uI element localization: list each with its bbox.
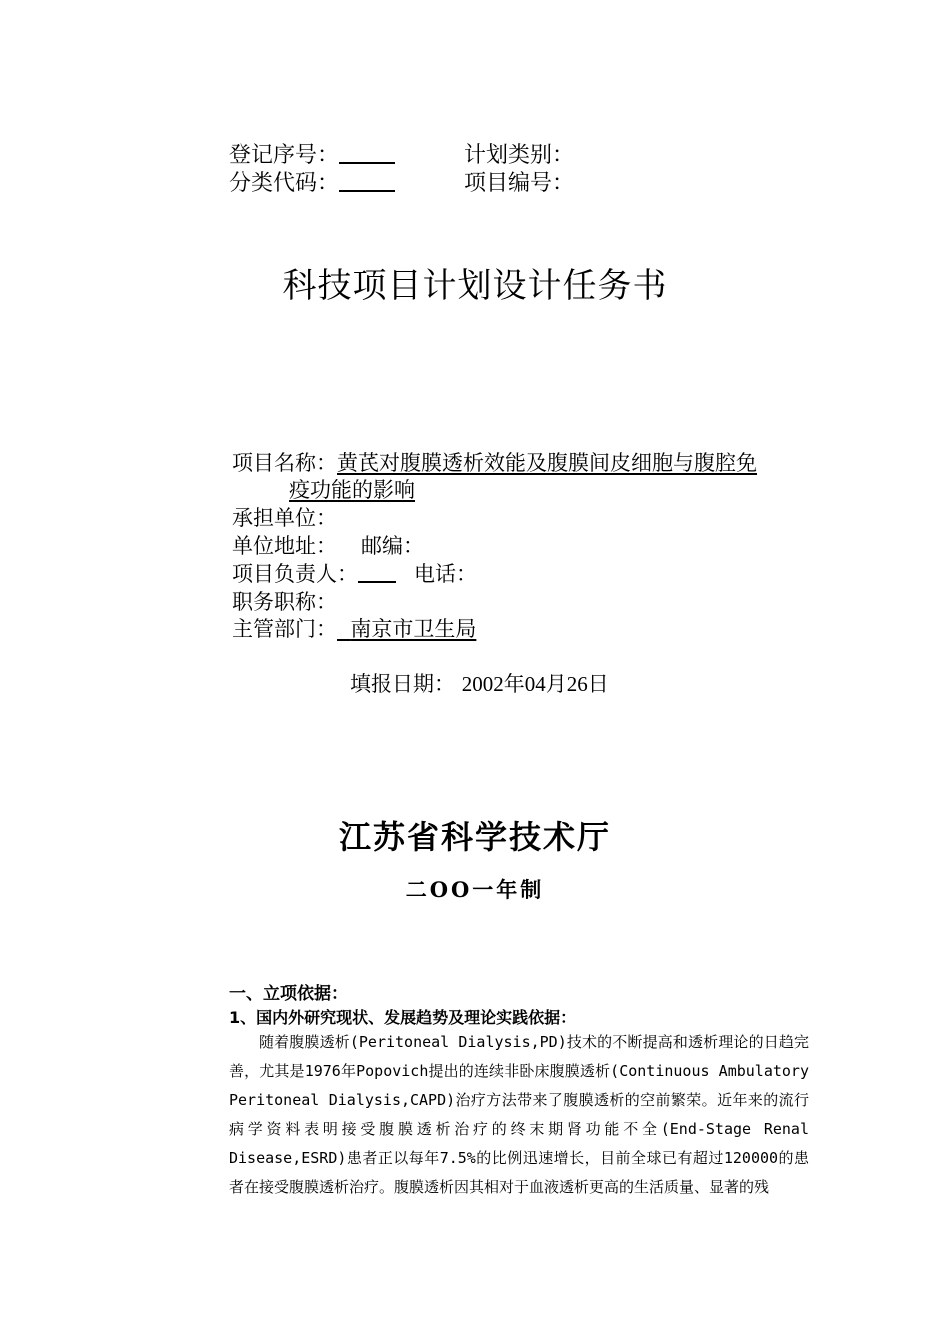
dept-row — [232, 615, 476, 643]
fill-date-year: 2002 — [461, 672, 504, 696]
organization-name: 江苏省科学技术厅 — [338, 818, 611, 856]
fill-date: 填报日期： 2002年04月26日 — [350, 672, 609, 696]
document-title: 科技项目计划设计任务书 — [282, 266, 668, 306]
class-code-blank — [339, 170, 395, 192]
project-name-row — [232, 449, 757, 477]
section-heading: 一、立项依据： — [229, 984, 348, 1004]
project-leader-label: 项目负责人： — [232, 562, 358, 586]
dept-label: 主管部门： — [232, 617, 337, 641]
unit-address-label: 单位地址： — [232, 534, 337, 558]
plan-type-field — [464, 142, 574, 170]
project-name-label: 项目名称： — [232, 451, 337, 475]
reg-no-blank — [339, 142, 395, 164]
unit-address-row — [232, 532, 424, 560]
project-leader-blank — [358, 561, 396, 583]
postcode-label: 邮编： — [361, 534, 424, 558]
position-label: 职务职称： — [232, 590, 337, 614]
project-leader-row — [232, 560, 477, 588]
fill-date-label: 填报日期： — [350, 672, 455, 696]
plan-type-label: 计划类别： — [464, 143, 575, 168]
project-name-value-line1: 黄芪对腹膜透析效能及腹膜间皮细胞与腹腔免 — [337, 451, 757, 475]
made-year: 二OO一年制 — [405, 877, 545, 902]
class-code-field — [229, 170, 395, 198]
class-code-label: 分类代码： — [229, 171, 340, 196]
reg-no-label: 登记序号： — [229, 143, 340, 168]
section-subheading: 1、国内外研究现状、发展趋势及理论实践依据： — [229, 1008, 577, 1027]
project-no-field — [464, 170, 574, 198]
project-no-label: 项目编号： — [464, 171, 575, 196]
dept-value: 南京市卫生局 — [350, 617, 477, 641]
undertaking-unit-label: 承担单位： — [232, 506, 337, 530]
project-name-value-line2: 疫功能的影响 — [289, 478, 415, 502]
phone-label: 电话： — [414, 562, 477, 586]
reg-no-field — [229, 142, 395, 170]
section-paragraph: 随着腹膜透析(Peritoneal Dialysis,PD)技术的不断提高和透析理论的日趋完善，尤其是1976年Popovich提出的连续非卧床腹膜透析(Continuous Ambulatory Peritoneal Dialysis,CAPD)治疗方法带来了腹膜透析的空前繁荣。近年来的流行病学资料表明接受腹膜透析治疗的终末期肾功能不全(End-Stage Renal Disease,ESRD)患者正以每年7.5%的比例迅速增长，目前全球已有超过120000的患者在接受腹膜透析治疗。腹膜透析因其相对于血液透析更高的生活质量、显著的残 — [229, 1033, 809, 1196]
fill-date-month: 04 — [524, 672, 546, 696]
fill-date-day: 26 — [566, 672, 588, 696]
